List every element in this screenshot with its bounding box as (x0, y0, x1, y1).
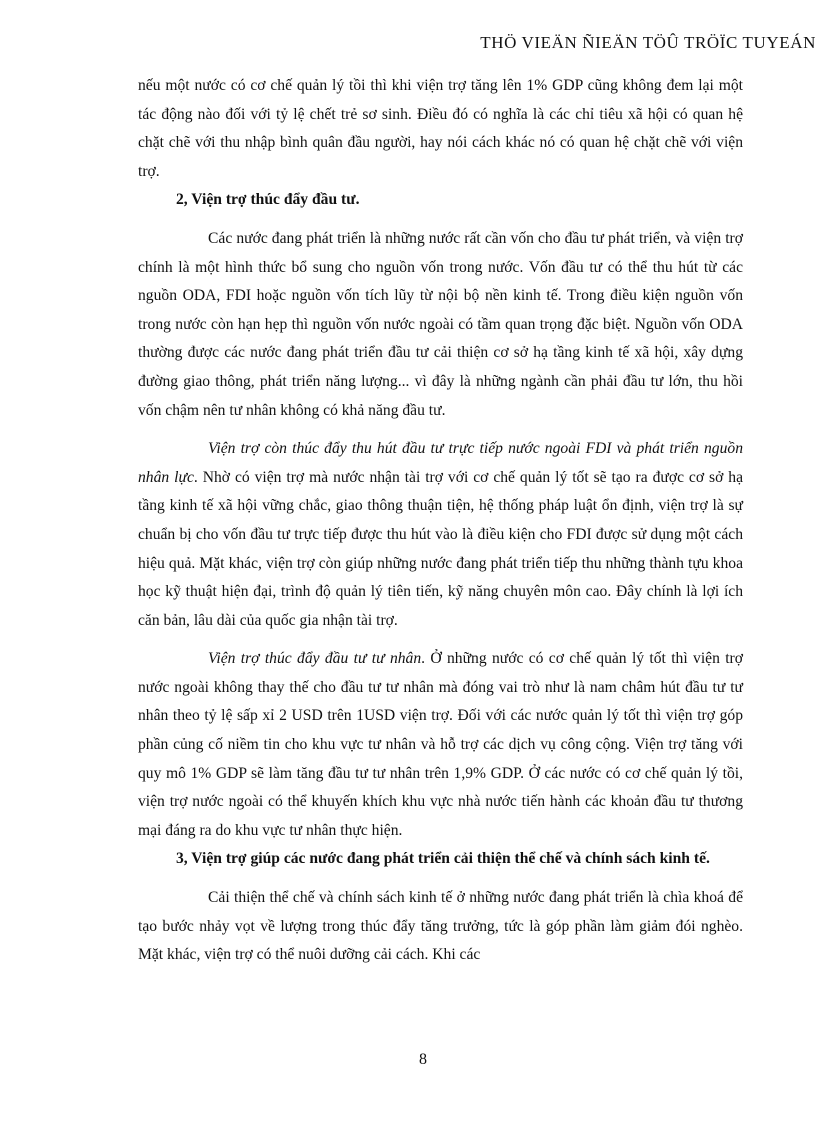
private-investment-body-text: . Ở những nước có cơ chế quản lý tốt thì viện trợ nước ngoài không thay thế cho đầu tư tư nhân mà đóng vai trò như là nam châm hút đầu tư tư nhân theo tỷ lệ sấp xỉ 2 USD trên 1USD viện trợ. Đối với các nước quản lý tốt thì viện trợ góp phần củng cố niềm tin cho khu vực tư nhân và hỗ trợ các dịch vụ công cộng. Viện trợ tăng với quy mô 1% GDP sẽ làm tăng đầu tư tư nhân trên 1,9% GDP. Ở các nước có cơ chế quản lý tồi, viện trợ nước ngoài có thể khuyến khích khu vực nhà nước tiến hành các khoản đầu tư thương mại đáng ra do khu vực tư nhân thực hiện. (138, 650, 743, 839)
fdi-lead-phrase: Viện trợ còn thúc đẩy thu hút đầu tư trực tiếp nước ngoài FDI và phát triển nguồn nhân lực (138, 440, 743, 486)
paragraph-institutions: Cải thiện thể chế và chính sách kinh tế ở những nước đang phát triển là chìa khoá để tạo bước nhảy vọt về lượng trong thúc đẩy tăng trưởng, tức là góp phần làm giảm đói nghèo. Mặt khác, viện trợ có thể nuôi dưỡng cải cách. Khi các (138, 889, 743, 964)
section-heading-2: 2, Viện trợ thúc đẩy đầu tư. (176, 191, 360, 209)
section-heading-3: 3, Viện trợ giúp các nước đang phát triển cải thiện thể chế và chính sách kinh tế. (176, 850, 710, 868)
page-number: 8 (419, 1051, 427, 1068)
paragraph-investment: Các nước đang phát triển là những nước rất cần vốn cho đầu tư phát triển, và viện trợ chính là một hình thức bổ sung cho nguồn vốn trong nước. Vốn đầu tư có thể thu hút từ các nguồn ODA, FDI hoặc nguồn vốn tích lũy từ nội bộ nền kinh tế. Trong điều kiện nguồn vốn trong nước còn hạn hẹp thì nguồn vốn nước ngoài có tầm quan trọng đặc biệt. Nguồn vốn ODA thường được các nước đang phát triển đầu tư cải thiện cơ sở hạ tầng kinh tế xã hội, xây dựng đường giao thông, phát triển năng lượng... vì đây là những ngành cần phải đầu tư lớn, thu hồi vốn chậm nên tư nhân không có khả năng đầu tư. (138, 229, 743, 419)
paragraph-fdi (138, 435, 743, 635)
paragraph-continuation: nếu một nước có cơ chế quản lý tồi thì khi viện trợ tăng lên 1% GDP cũng không đem lại một tác động nào đối với tỷ lệ chết trẻ sơ sinh. Điều đó có nghĩa là các chỉ tiêu xã hội có quan hệ chặt chẽ với thu nhập bình quân đầu người, hay nói cách khác nó có quan hệ chặt chẽ với viện trợ. (138, 77, 743, 180)
running-header: THÖ VIEÄN ÑIEÄN TÖÛ TRÖÏC TUYEÁN (480, 33, 816, 52)
page-body (138, 72, 743, 970)
paragraph-private-investment (138, 645, 743, 845)
private-investment-lead-phrase: Viện trợ thúc đẩy đầu tư tư nhân (208, 650, 422, 668)
fdi-body-text: . Nhờ có viện trợ mà nước nhận tài trợ với cơ chế quản lý tốt sẽ tạo ra được cơ sở hạ tầng kinh tế xã hội vững chắc, giao thông thuận tiện, hệ thống pháp luật ổn định, viện trợ là sự chuẩn bị cho vốn đầu tư trực tiếp được thu hút vào là điều kiện cho FDI được sử dụng một cách hiệu quả. Mặt khác, viện trợ còn giúp những nước đang phát triển tiếp thu những thành tựu khoa học kỹ thuật hiện đại, trình độ quản lý tiên tiến, kỹ năng chuyên môn cao. Đây chính là lợi ích căn bản, lâu dài của quốc gia nhận tài trợ. (138, 468, 743, 629)
